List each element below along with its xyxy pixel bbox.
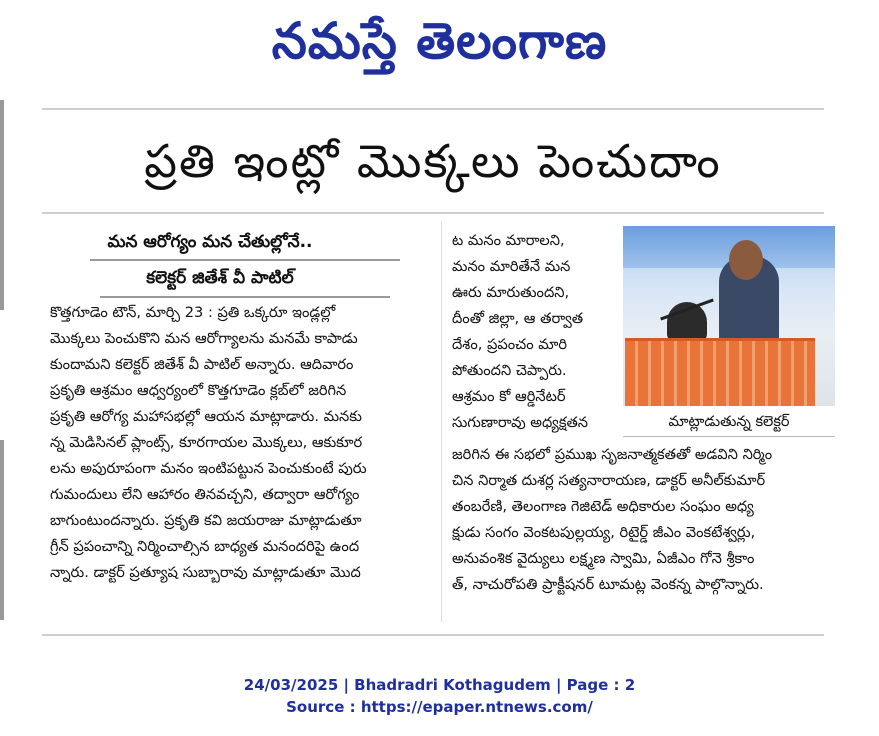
scan-edge — [0, 100, 4, 310]
body-line: న్న మెడిసినల్ ప్లాంట్స్, కూరగాయల మొక్కలు, ఆకుకూర — [50, 434, 363, 451]
photo-podium — [625, 338, 815, 406]
source-link[interactable]: Source : https://epaper.ntnews.com/ — [286, 698, 593, 716]
body-line: గ్రీన్ ప్రపంచాన్ని నిర్మించాల్సిన బాధ్యత మనందరిపై ఉంద — [50, 538, 360, 555]
divider — [90, 259, 400, 261]
photo-caption: మాట్లాడుతున్న కలెక్టర్ — [623, 408, 835, 437]
body-line: ప్రకృతి ఆశ్రమం ఆధ్వర్యంలో కొత్తగూడెం క్లబ్‌లో జరిగిన — [50, 382, 347, 399]
body-line: దీంతో జిల్లా, ఆ తర్వాత — [452, 310, 584, 327]
article-photo — [623, 226, 835, 406]
body-line: పోతుందని చెప్పారు. — [452, 362, 567, 379]
body-line: జరిగిన ఈ సభలో ప్రముఖ సృజనాత్మకతతో అడవిని నిర్మిం — [452, 446, 773, 463]
body-line: మనం మారితేనే మన — [452, 258, 571, 275]
body-line: చిన నిర్మాత దుశర్ల సత్యనారాయణ, డాక్టర్ అనీల్‌కుమార్ — [452, 472, 766, 489]
divider — [42, 634, 824, 636]
body-line: న్నారు. డాక్టర్ ప్రత్యూష సుబ్బారావు మాట్లాడుతూ మొద — [50, 564, 361, 581]
photo-speaker-head — [729, 240, 763, 280]
body-line: బాగుంటుందన్నారు. ప్రకృతి కవి జయరాజు మాట్లాడుతూ — [50, 512, 362, 529]
body-line: తంబరేణి, తెలంగాణ గెజిటెడ్ అధికారుల సంఘం అధ్య — [452, 498, 754, 515]
masthead — [0, 0, 879, 80]
body-line: ఊరు మారుతుందని, — [452, 284, 570, 301]
body-line: కుందామని కలెక్టర్ జితేశ్ వీ పాటిల్ అన్నారు. ఆదివారం — [50, 356, 354, 373]
divider — [42, 212, 824, 214]
body-line: మొక్కలు పెంచుకొని మన ఆరోగ్యాలను మనమే కాపాడు — [50, 330, 358, 347]
body-line: దేశం, ప్రపంచం మారి — [452, 336, 568, 353]
body-line: అనువంశిక వైద్యులు లక్ష్మణ స్వామి, ఏజీఎం గోనె శ్రీకాం — [452, 550, 755, 567]
edition-info: 24/03/2025 | Bhadradri Kothagudem | Page : 2 — [243, 676, 636, 694]
column-divider — [441, 222, 442, 622]
scan-edge — [0, 440, 4, 620]
body-line: కొత్తగూడెం టౌన్, మార్చి 23 : ప్రతి ఒక్కరూ ఇండ్లల్లో — [50, 304, 336, 321]
divider — [42, 108, 824, 110]
article-byline: కలెక్టర్ జితేశ్ వీ పాటిల్ — [146, 268, 294, 288]
newspaper-logo: నమస్తే తెలంగాణ — [271, 11, 608, 70]
divider — [100, 296, 390, 298]
body-line: ట మనం మారాలని, — [452, 232, 565, 249]
article-headline: ప్రతి ఇంట్లో మొక్కలు పెంచుదాం — [144, 134, 722, 188]
body-line: ప్రకృతి ఆరోగ్య మహాసభల్లో ఆయన మాట్లాడారు. మనకు — [50, 408, 362, 425]
body-line: క్షుడు సంగం వెంకటపుల్లయ్య, రిటైర్డ్ జీఎం వెంకటేశ్వర్లు, — [452, 524, 756, 541]
article-subhead: మన ఆరోగ్యం మన చేతుల్లోనే.. — [107, 232, 313, 252]
body-line: త్, నాచురోపతి ప్రాక్టీషనర్ టూమట్ల వెంకన్న పాల్గొన్నారు. — [452, 576, 764, 593]
body-line: ఆశ్రమం కో ఆర్డినేటర్ — [452, 388, 566, 405]
body-line: సుగుణారావు అధ్యక్షతన — [452, 414, 589, 431]
body-line: లను అపురూపంగా మనం ఇంటిపట్టున పెంచుకుంటే పురు — [50, 460, 367, 477]
body-line: గుమందులు లేని ఆహారం తినవచ్చని, తద్వారా ఆరోగ్యం — [50, 486, 360, 503]
